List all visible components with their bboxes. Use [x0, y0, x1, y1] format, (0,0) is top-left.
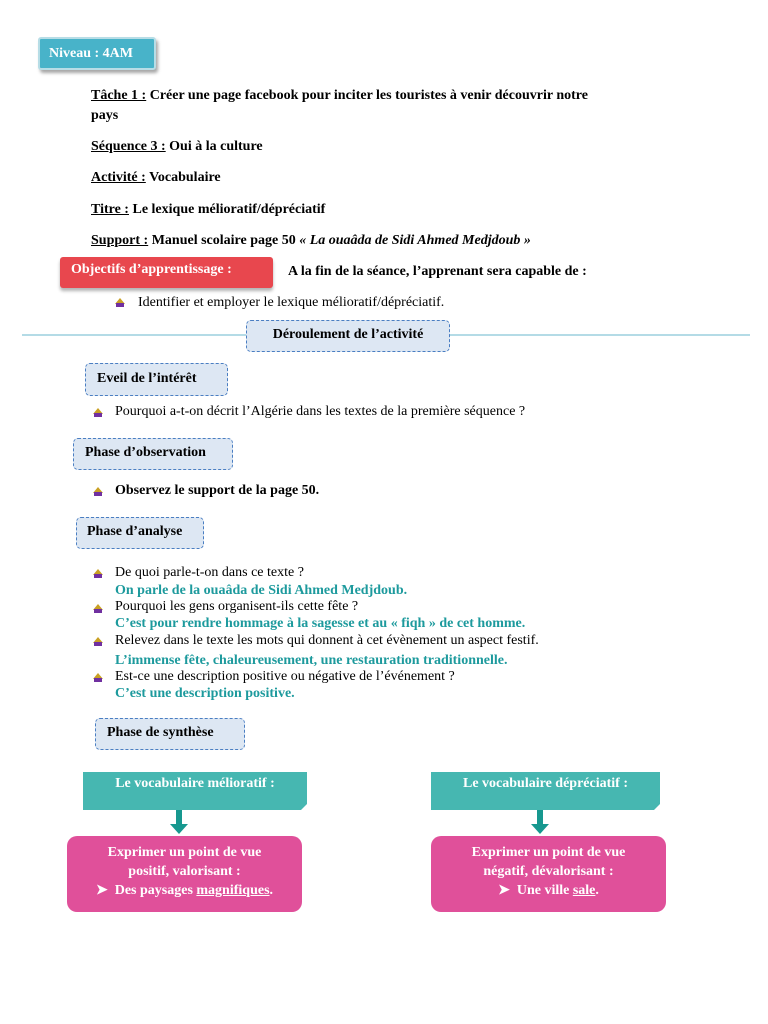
- observation-instruction: Observez le support de la page 50.: [115, 483, 320, 498]
- objective-item: Identifier et employer le lexique mélioratif/dépréciatif.: [138, 295, 445, 310]
- title-text: Le lexique mélioratif/dépréciatif: [132, 202, 326, 217]
- task-text-cont: pays: [91, 108, 119, 123]
- analysis-question-2: Pourquoi les gens organisent-ils cette fête ?: [115, 599, 359, 614]
- observation-phase-heading: Phase d’observation: [73, 438, 233, 470]
- bullet-icon: [93, 673, 103, 683]
- ameliorative-definition-line2: positif, valorisant :: [128, 864, 241, 879]
- analysis-question-1: De quoi parle-t-on dans ce texte ?: [115, 565, 304, 580]
- activity-text: Vocabulaire: [149, 170, 221, 185]
- analysis-answer-2: C’est pour rendre hommage à la sagesse et au « fiqh » de cet homme.: [115, 616, 526, 631]
- level-badge: Niveau : 4AM: [38, 37, 156, 70]
- support-line: [91, 231, 531, 251]
- analysis-answer-4: C’est une description positive.: [115, 686, 295, 701]
- depreciative-example: [431, 881, 666, 900]
- support-text: Manuel scolaire page 50: [151, 233, 296, 248]
- title-line: [91, 200, 325, 220]
- synthesis-phase-heading: Phase de synthèse: [95, 718, 245, 750]
- ameliorative-example-prefix: Des paysages: [114, 883, 193, 898]
- sequence-label: Séquence 3 :: [91, 139, 166, 154]
- bullet-icon: [93, 637, 103, 647]
- arrow-down-icon: [531, 824, 549, 834]
- interest-phase-heading: Eveil de l’intérêt: [85, 363, 228, 396]
- activity-line: [91, 168, 221, 188]
- depreciative-vocabulary-header: Le vocabulaire dépréciatif :: [431, 772, 660, 810]
- task-text: Créer une page facebook pour inciter les touristes à venir découvrir notre: [149, 88, 588, 103]
- activity-progress-heading: Déroulement de l’activité: [246, 320, 450, 352]
- sequence-line: [91, 137, 263, 157]
- ameliorative-example-suffix: .: [269, 883, 274, 898]
- analysis-answer-3: L’immense fête, chaleureusement, une restauration traditionnelle.: [115, 653, 508, 668]
- activity-label: Activité :: [91, 170, 146, 185]
- support-label: Support :: [91, 233, 149, 248]
- depreciative-definition-line2: négatif, dévalorisant :: [483, 864, 614, 879]
- objectives-intro: A la fin de la séance, l’apprenant sera capable de :: [288, 264, 587, 279]
- arrow-bullet-icon: ➤: [95, 883, 112, 898]
- bullet-icon: [115, 298, 125, 308]
- bullet-icon: [93, 487, 103, 497]
- sequence-text: Oui à la culture: [169, 139, 263, 154]
- objectives-badge: Objectifs d’apprentissage :: [60, 257, 273, 288]
- support-quote: « La ouaâda de Sidi Ahmed Medjdoub »: [299, 233, 531, 248]
- arrow-bullet-icon: ➤: [498, 883, 514, 898]
- analysis-answer-1: On parle de la ouaâda de Sidi Ahmed Medjdoub.: [115, 583, 408, 598]
- arrow-down-icon: [170, 824, 188, 834]
- analysis-question-4: Est-ce une description positive ou négative de l’événement ?: [115, 669, 455, 684]
- task-label: Tâche 1 :: [91, 88, 147, 103]
- ameliorative-example-word: magnifiques: [196, 883, 270, 898]
- ameliorative-definition-box: [67, 836, 302, 912]
- arrow-down-icon: [176, 810, 182, 824]
- title-label: Titre :: [91, 202, 129, 217]
- task-line: [91, 86, 691, 126]
- depreciative-example-word: sale: [572, 883, 596, 898]
- depreciative-example-suffix: .: [595, 883, 599, 898]
- arrow-down-icon: [537, 810, 543, 824]
- bullet-icon: [93, 569, 103, 579]
- analysis-phase-heading: Phase d’analyse: [76, 517, 204, 549]
- analysis-question-3: Relevez dans le texte les mots qui donnent à cet évènement un aspect festif.: [115, 633, 539, 648]
- bullet-icon: [93, 408, 103, 418]
- depreciative-example-prefix: Une ville: [516, 883, 570, 898]
- ameliorative-definition-line1: Exprimer un point de vue: [107, 845, 262, 860]
- depreciative-definition-box: [431, 836, 666, 912]
- depreciative-definition-line1: Exprimer un point de vue: [471, 845, 626, 860]
- bullet-icon: [93, 604, 103, 614]
- interest-question: Pourquoi a-t-on décrit l’Algérie dans les textes de la première séquence ?: [115, 404, 526, 419]
- ameliorative-example: [67, 881, 302, 900]
- ameliorative-vocabulary-header: Le vocabulaire mélioratif :: [83, 772, 307, 810]
